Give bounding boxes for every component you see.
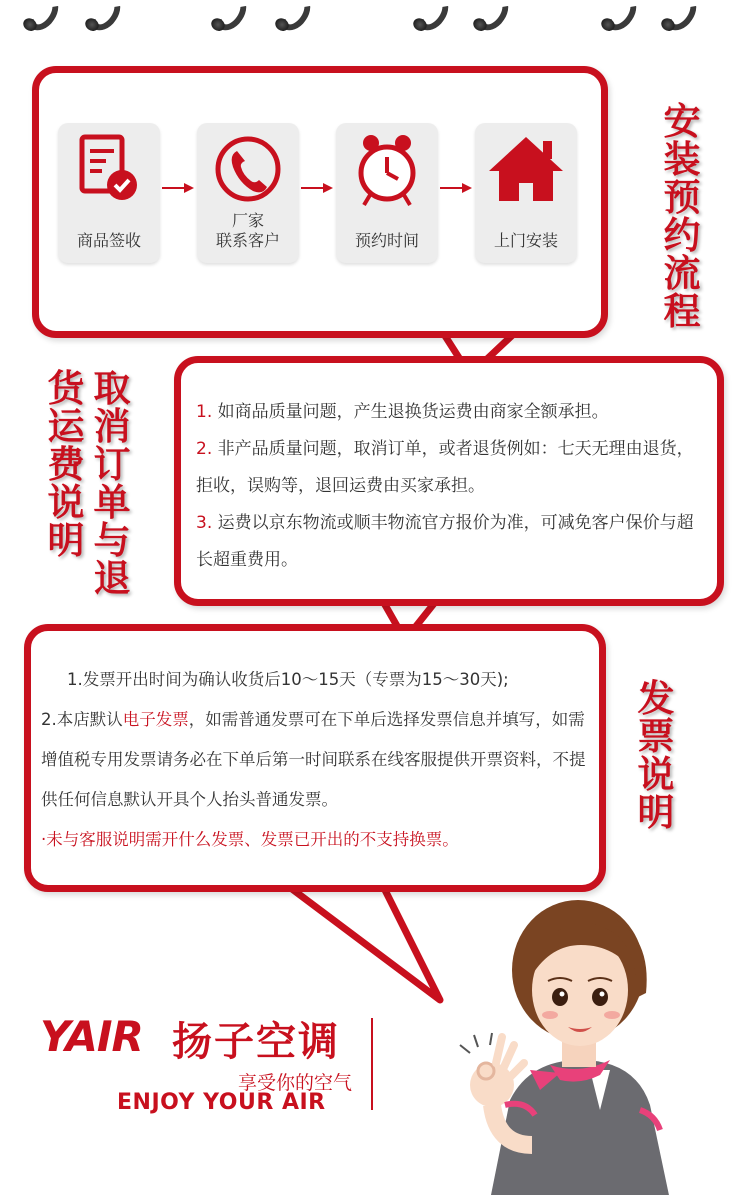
install-title: 安装预约流程	[663, 100, 701, 333]
invoice-line-2: 2.本店默认电子发票，如需普通发票可在下单后选择发票信息并填写，如需增值税专用发票请务必在下单后第一时间联系在线客服提供开票资料，不提供任何信息默认开具个人抬头普通发票。	[41, 710, 586, 809]
invoice-title: 发票说明	[637, 677, 675, 834]
policy-item: 3. 运费以京东物流或顺丰物流官方报价为准，可减免客户保价与超长超重费用。	[196, 513, 694, 570]
step-label: 预约时间	[354, 231, 419, 250]
brand-slogan-cn: 享受你的空气	[237, 1072, 352, 1094]
house-icon	[475, 133, 577, 213]
phone-icon	[197, 133, 299, 213]
return-title-b: 货运费说明	[47, 367, 85, 562]
step-tile-receipt	[58, 123, 160, 263]
step-tile-alarm	[336, 123, 438, 263]
step-label: 商品签收	[76, 231, 141, 250]
step-tile-house	[475, 123, 577, 263]
brand-logo-en: YAIR	[40, 1012, 143, 1061]
arrow-right-icon	[301, 183, 333, 193]
receipt-check-icon	[58, 133, 160, 213]
brand-logo-cn: 扬子空调	[172, 1019, 340, 1065]
brand-slogan-en: ENJOY YOUR AIR	[117, 1090, 326, 1115]
invoice-text	[41, 660, 601, 860]
brand-divider	[371, 1018, 373, 1110]
return-policy-list	[196, 394, 701, 579]
invoice-line-3: ·未与客服说明需开什么发票、发票已开出的不支持换票。	[41, 830, 459, 849]
policy-item: 1. 如商品质量问题，产生退换货运费由商家全额承担。	[196, 402, 609, 422]
step-label: 上门安装	[493, 231, 558, 250]
alarm-clock-icon	[336, 133, 438, 213]
arrow-right-icon	[440, 183, 472, 193]
policy-item: 2. 非产品质量问题，取消订单，或者退货例如：七天无理由退货，拒收，误购等，退回运费由买家承担。	[196, 439, 694, 496]
return-title-a: 取消订单与退	[93, 367, 131, 600]
stewardess-illustration	[440, 895, 740, 1195]
arrow-right-icon	[162, 183, 194, 193]
step-tile-phone	[197, 123, 299, 263]
step-label: 厂家 联系客户	[215, 211, 280, 250]
invoice-line-1: 1.发票开出时间为确认收货后10～15天（专票为15～30天);	[67, 670, 509, 689]
